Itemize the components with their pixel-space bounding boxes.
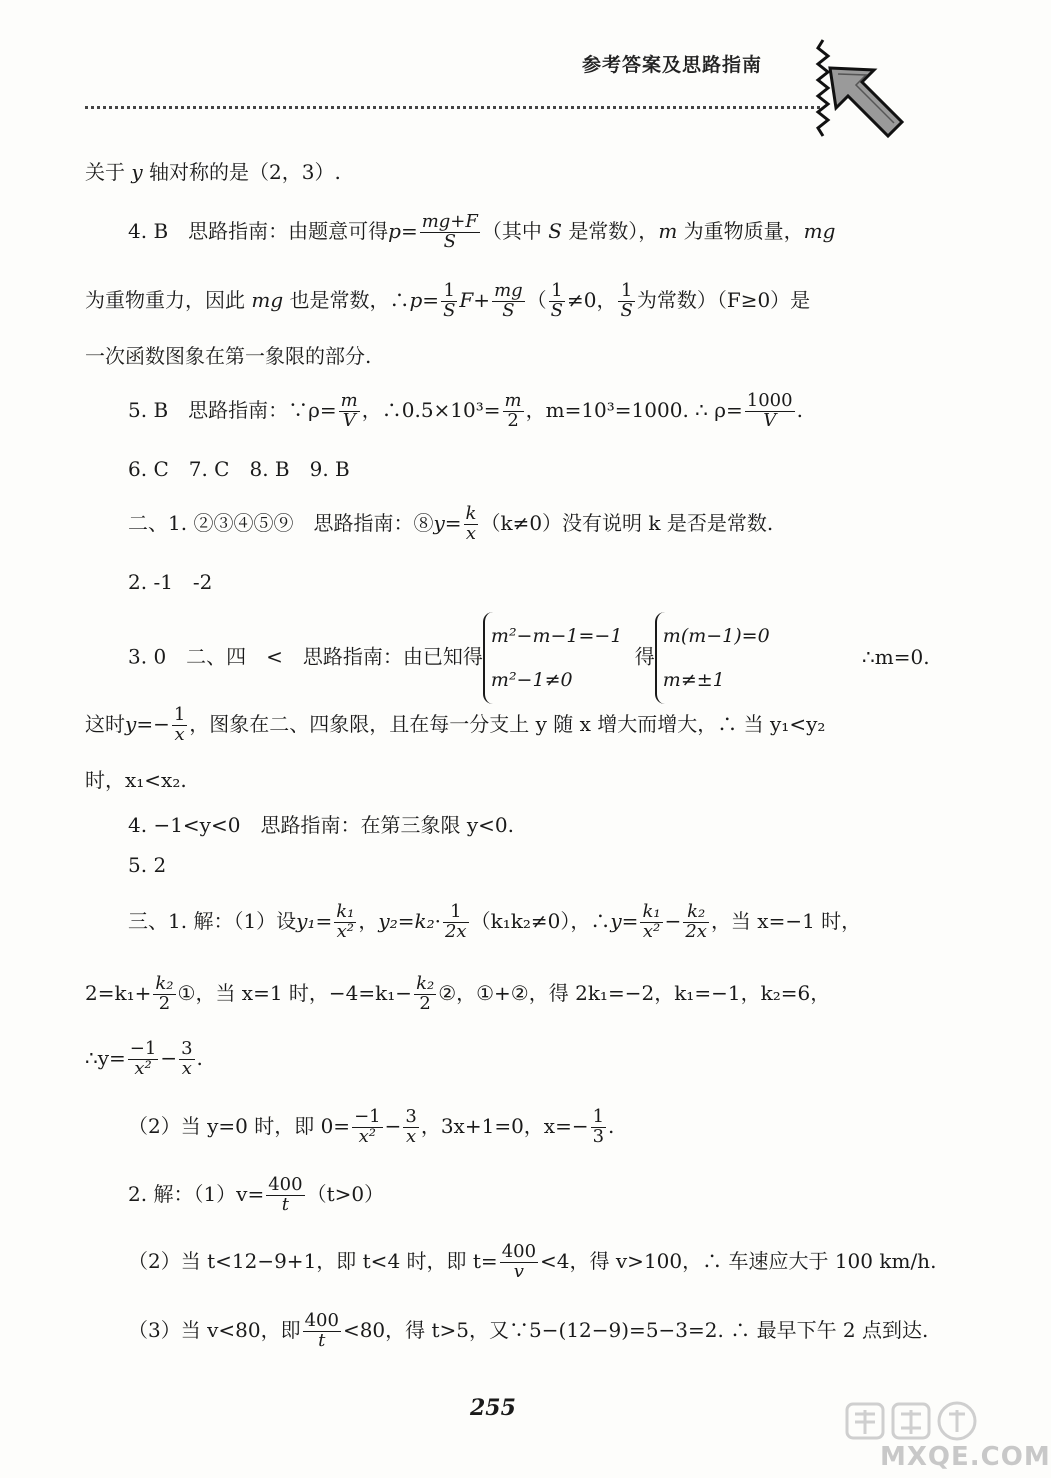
header-title: 参考答案及思路指南 xyxy=(582,54,763,76)
section2-q5: 5. 2 xyxy=(128,853,167,877)
fraction: $\frac{3}{x}$ xyxy=(181,1038,193,1079)
section3-q2: 2. 解：（1）v= $\frac{400}{t}$ （t>0） xyxy=(128,1174,385,1215)
fraction: $\frac{1000}{V}$ xyxy=(746,390,793,431)
fraction: $\frac{400}{v}$ xyxy=(501,1241,537,1282)
section3-q1-part2: （2）当 y=0 时，即 0= $\frac{-1}{\text{x²}}$ − $\frac{3}{x}$ ，3x+1=0，x=− $\frac{1}{3}$ . xyxy=(128,1106,615,1147)
answer-q5: 5. B 思路指南：∵ρ= $\frac{m}{V}$ ，∴0.5×10³= $\frac{m}{2}$ ，m=10³=1000. ∴ ρ= $\frac{1000}{V}$ . xyxy=(128,390,803,431)
equation-system: m(m−1)=0 m≠±1 xyxy=(655,612,776,704)
fraction: $\frac{1}{x}$ xyxy=(173,704,186,745)
fraction: $\frac{400}{t}$ xyxy=(268,1174,303,1215)
answer-q4: 4. B 思路指南：由题意可得p= $\frac{mg+F}{S}$ （其中 S 是常数），m 为重物质量，mg xyxy=(128,211,836,252)
fraction: $\frac{\text{k₁}}{\text{x²}}$ xyxy=(642,901,661,942)
equation-system: m²−m−1=−1 m²−1≠0 xyxy=(483,612,629,704)
answer-q6-9: 6. C 7. C 8. B 9. B xyxy=(128,457,350,481)
fraction: $\frac{mg}{S}$ xyxy=(494,280,523,321)
fraction: $\frac{-1}{\text{x²}}$ xyxy=(129,1038,157,1079)
fraction: $\frac{m}{V}$ xyxy=(340,390,358,431)
section3-q1-result: ∴y= $\frac{-1}{\text{x²}}$ − $\frac{3}{x}$ . xyxy=(85,1038,203,1079)
fraction: $\frac{1}{2x}$ xyxy=(444,901,467,942)
answer-q4-cont: 为重物重力，因此 mg 也是常数，∴p= $\frac{1}{S}$ F+ $\frac{mg}{S}$ （ $\frac{1}{S}$ ≠0， $\frac{1}{S}$ 为常数）（F≥0）是 xyxy=(85,280,811,321)
fraction: $\frac{k}{x}$ xyxy=(465,503,477,544)
section3-q2-part2: （2）当 t<12−9+1，即 t<4 时，即 t= $\frac{400}{v}$ <4，得 v>100，∴ 车速应大于 100 km/h. xyxy=(128,1241,937,1282)
section2-q4: 4. −1<y<0 思路指南：在第三象限 y<0. xyxy=(128,813,514,837)
answer-line-1: 关于 y 轴对称的是（2，3）. xyxy=(85,160,341,184)
section2-q2: 2. -1 -2 xyxy=(128,570,213,594)
fraction: $\frac{\text{k₁}}{\text{x²}}$ xyxy=(336,901,355,942)
fraction: $\frac{\text{k₂}}{2}$ xyxy=(416,973,435,1014)
fraction: $\frac{-1}{\text{x²}}$ xyxy=(354,1106,381,1147)
fraction: $\frac{400}{t}$ xyxy=(304,1310,339,1351)
fraction: $\frac{\text{k₂}}{2}$ xyxy=(155,973,174,1014)
section2-q1: 二、1. ②③④⑤⑨ 思路指南：⑧y= $\frac{k}{x}$ （k≠0）没有说明 k 是否是常数. xyxy=(128,503,774,544)
section3-q1: 三、1. 解：（1）设y₁= $\frac{\text{k₁}}{\text{x²}}$ ，y₂=k₂· $\frac{1}{2x}$ （k₁k₂≠0），∴y= $\frac{\text{k₁}}{\text{x²}}$ − $\frac{\text{k₂}}{2x}$ ，当 x=−1 时， xyxy=(128,901,862,942)
fraction: $\frac{m}{2}$ xyxy=(504,390,522,431)
fraction: $\frac{mg+F}{S}$ xyxy=(421,211,478,252)
section2-q3: 3. 0 二、四 < 思路指南：由已知得 m²−m−1=−1 m²−1≠0 得 m(m−1)=0 m≠±1 ∴m=0. xyxy=(128,612,958,704)
section3-q1-cont: 2=k₁+ $\frac{\text{k₂}}{2}$ ①，当 x=1 时，−4=k₁− $\frac{\text{k₂}}{2}$ ②，①+②，得 2k₁=−2，k₁=−1，k₂=6， xyxy=(85,973,831,1014)
fraction: $\frac{\text{k₂}}{2x}$ xyxy=(685,901,707,942)
fraction: $\frac{1}{S}$ xyxy=(550,280,563,321)
header-divider xyxy=(85,106,820,111)
arrow-up-left-icon xyxy=(826,60,906,140)
section2-q3-end: 时，x₁<x₂. xyxy=(85,768,187,792)
section2-q3-cont: 这时y=− $\frac{1}{x}$ ，图象在二、四象限，且在每一分支上 y 随 x 增大而增大，∴ 当 y₁<y₂ xyxy=(85,704,826,745)
fraction: $\frac{3}{x}$ xyxy=(405,1106,417,1147)
watermark-text: MXQE.COM xyxy=(880,1442,1051,1472)
answer-q4-end: 一次函数图象在第一象限的部分. xyxy=(85,344,372,368)
fraction: $\frac{1}{3}$ xyxy=(592,1106,605,1147)
fraction: $\frac{1}{S}$ xyxy=(620,280,633,321)
section3-q2-part3: （3）当 v<80，即 $\frac{400}{t}$ <80，得 t>5，又∵5−(12−9)=5−3=2. ∴ 最早下午 2 点到达. xyxy=(128,1310,929,1351)
page-number: 255 xyxy=(470,1395,516,1421)
fraction: $\frac{1}{S}$ xyxy=(443,280,456,321)
watermark-logo-icon xyxy=(845,1400,995,1444)
